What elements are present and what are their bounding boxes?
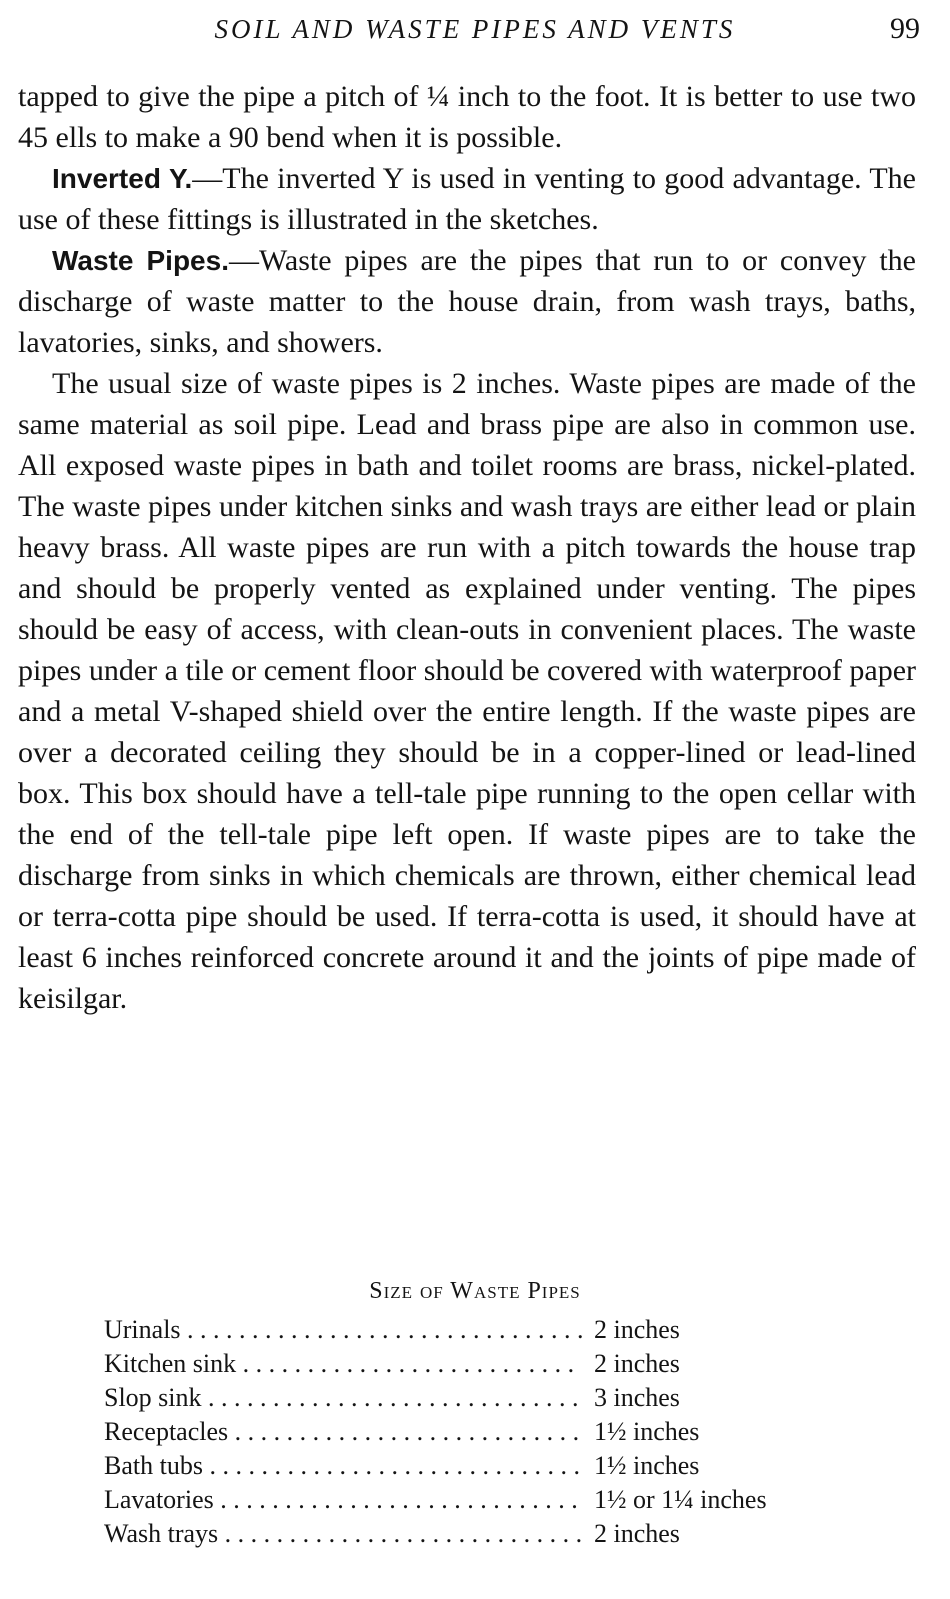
pipe-size: 2 inches — [594, 1349, 680, 1378]
fixture-name: Lavatories . . . — [104, 1483, 582, 1517]
table-row — [104, 1415, 864, 1449]
table-title: Size of Waste Pipes — [369, 1278, 581, 1304]
fixture-name: Receptacles . . . — [104, 1415, 582, 1449]
table-row — [104, 1483, 864, 1517]
paragraph-text: —Waste pipes are the pipes that run to or convey the discharge of waste matter to the house drain, from wash trays, baths, lavatories, sinks, and showers. — [18, 244, 916, 359]
paragraph-waste-pipes — [18, 240, 916, 363]
pipe-size: 2 inches — [594, 1315, 680, 1344]
table-row — [104, 1449, 864, 1483]
paragraph-inverted-y — [18, 158, 916, 240]
running-title: SOIL AND WASTE PIPES AND VENTS — [214, 14, 736, 44]
running-header — [0, 8, 950, 48]
table-row — [104, 1517, 864, 1551]
paragraph-continuation: tapped to give the pipe a pitch of ¼ inch to the foot. It is better to use two 45 ells to make a 90 bend when it is possible. — [18, 80, 916, 154]
run-in-heading-waste-pipes: Waste Pipes. — [52, 245, 229, 276]
pipe-size: 3 inches — [594, 1383, 680, 1412]
fixture-name: Urinals . . . — [104, 1313, 582, 1347]
pipe-size: 1½ or 1¼ inches — [594, 1485, 767, 1514]
fixture-name: Kitchen sink . . . — [104, 1347, 582, 1381]
body-text — [18, 76, 916, 1019]
waste-pipe-size-table — [104, 1313, 864, 1551]
table-row — [104, 1313, 864, 1347]
table-row — [104, 1381, 864, 1415]
fixture-name: Slop sink . . . — [104, 1381, 582, 1415]
fixture-name: Wash trays . . . — [104, 1517, 582, 1551]
pipe-size: 1½ inches — [594, 1451, 700, 1480]
pipe-size: 1½ inches — [594, 1417, 700, 1446]
pipe-size: 2 inches — [594, 1519, 680, 1548]
paragraph-text: —The inverted Y is used in venting to good advantage. The use of these fittings is illustrated in the sketches. — [18, 162, 916, 236]
fixture-name: Bath tubs . . . — [104, 1449, 582, 1483]
run-in-heading-inverted-y: Inverted Y. — [52, 163, 193, 194]
paragraph-usual-size: The usual size of waste pipes is 2 inches. Waste pipes are made of the same material as soil pipe. Lead and brass pipe are also in common use. All exposed waste pipes in bath and toilet rooms are brass, nickel-plated. The waste pipes under kitchen sinks and wash trays are either lead or plain heavy brass. All waste pipes are run with a pitch towards the house trap and should be properly vented as explained under venting. The pipes should be easy of access, with clean-outs in convenient places. The waste pipes under a tile or cement floor should be covered with waterproof paper and a metal V-shaped shield over the entire length. If the waste pipes are over a decorated ceiling they should be in a copper-lined or lead-lined box. This box should have a tell-tale pipe running to the open cellar with the end of the tell-tale pipe left open. If waste pipes are to take the discharge from sinks in which chemicals are thrown, either chemical lead or terra-cotta pipe should be used. If terra-cotta is used, it should have at least 6 inches reinforced concrete around it and the joints of pipe made of keisilgar. — [18, 367, 917, 1015]
table-row — [104, 1347, 864, 1381]
page-number: 99 — [890, 12, 920, 45]
